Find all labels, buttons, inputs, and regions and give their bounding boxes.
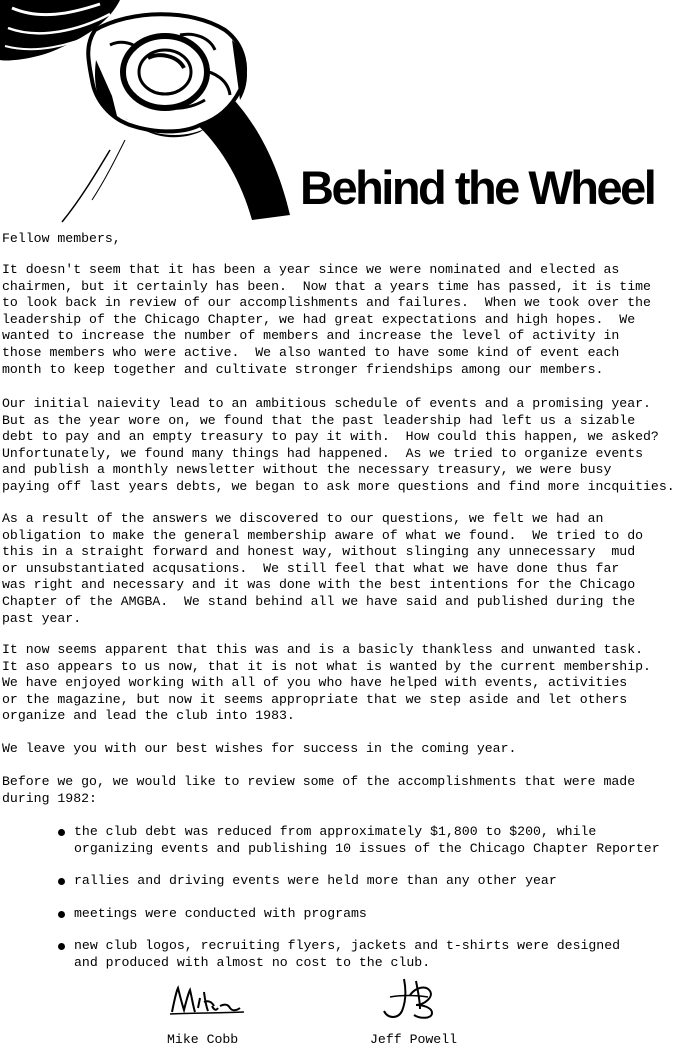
accomplishment-text: meetings were conducted with programs — [74, 906, 367, 921]
bullet-icon — [58, 943, 65, 950]
bullet-icon — [58, 911, 65, 918]
paragraph-2: Our initial naievity lead to an ambitious schedule of events and a promising year. But as the year wore on, we found that the past leadership had left us a sizable debt to pay and an empty treasury to pay it with. How could this happen, we asked? Unfortunately, we found many things had happened. As we tried to organize events and publish a monthly newsletter without the necessary treasury, we were busy paying off last years debts, we began to ask more questions and find more incquities. — [2, 396, 675, 494]
accomplishment-text: the club debt was reduced from approximately $1,800 to $200, while organizing events and publishing 10 issues of the Chicago Chapter Reporter — [74, 824, 660, 856]
accomplishment-text: new club logos, recruiting flyers, jackets and t-shirts were designed and produced with almost no cost to the club. — [74, 938, 621, 970]
paragraph-5: We leave you with our best wishes for success in the coming year. — [2, 741, 517, 756]
signatory-name-jeff-powell: Jeff Powell — [370, 1032, 458, 1047]
mike-cobb-signature — [168, 984, 246, 1016]
accomplishment-text: rallies and driving events were held more than any other year — [74, 873, 557, 888]
signatory-name-mike-cobb: Mike Cobb — [167, 1032, 239, 1047]
paragraph-3: As a result of the answers we discovered to our questions, we felt we had an obligation to make the general membership aware of what we found. We tried to do this in a straight forward and honest way, without slinging any unnecessary mud or unsubstantiated acqusations. We still feel that what we have done thus far was right and necessary and it was done with the best intentions for the Chicago Chapter of the AMGBA. We stand behind all we have said and published during the past year. — [2, 511, 644, 626]
newsletter-title: Behind the Wheel — [300, 161, 655, 214]
bullet-icon — [58, 829, 65, 836]
jeff-powell-signature — [376, 975, 438, 1023]
bullet-icon — [58, 878, 65, 885]
paragraph-6: Before we go, we would like to review some of the accomplishments that were made during 1982: — [2, 774, 636, 806]
salutation: Fellow members, — [2, 231, 121, 246]
accomplishment-item — [58, 938, 690, 1004]
hand-on-steering-wheel-illustration — [0, 0, 300, 228]
paragraph-1: It doesn't seem that it has been a year since we were nominated and elected as chairmen, but it certainly has been. Now that a years time has passed, it is time to look back in review of our accomplishments and failures. When we took over the leadership of the Chicago Chapter, we had great expectations and high hopes. We wanted to increase the number of members and increase the level of activity in those members who were active. We also wanted to have some kind of event each month to keep together and cultivate stronger friendships among our members. — [2, 262, 651, 377]
paragraph-4: It now seems apparent that this was and is a basicly thankless and unwanted task. It aso appears to us now, that it is not what is wanted by the current membership. We have enjoyed working with all of you who have helped with events, activities or the magazine, but now it seems appropriate that we step aside and let others organize and lead the club into 1983. — [2, 642, 651, 724]
